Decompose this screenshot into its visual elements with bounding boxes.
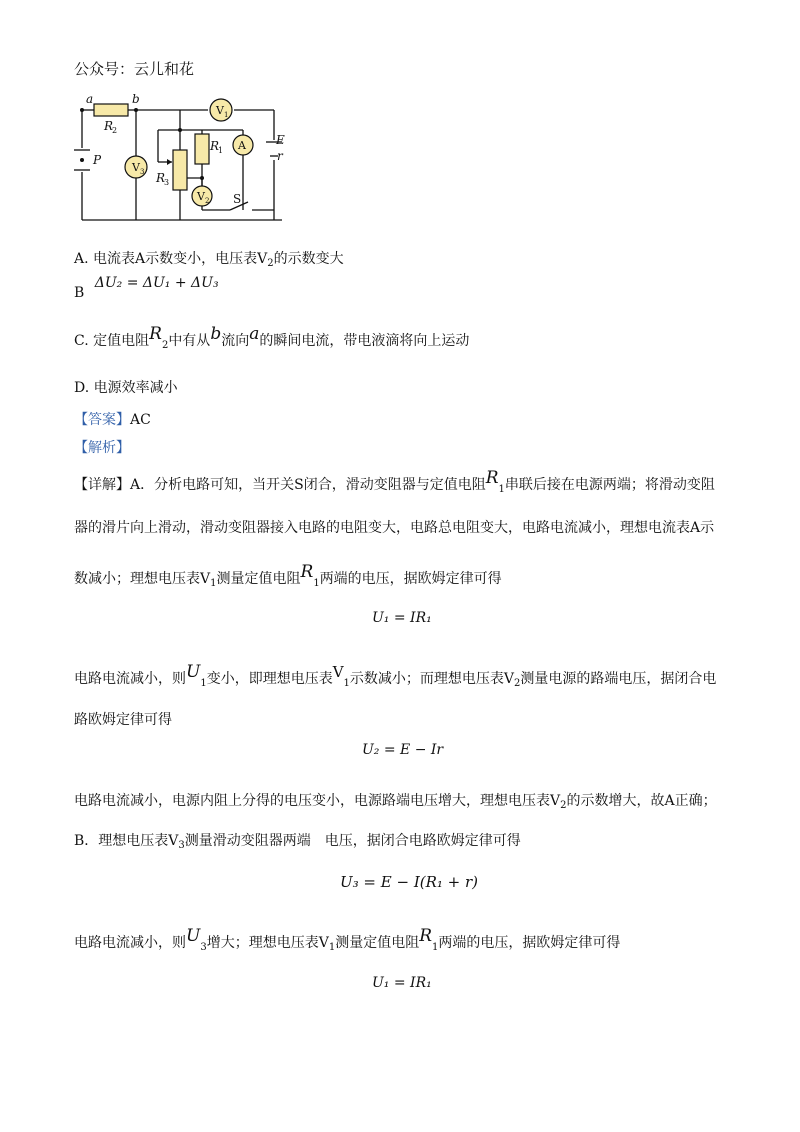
svg-text:V: V xyxy=(197,190,205,203)
svg-text:2: 2 xyxy=(112,126,118,135)
svg-text:R: R xyxy=(210,139,220,153)
svg-text:3: 3 xyxy=(140,168,145,176)
formula-3: U₃ = E − I(R₁ + r) xyxy=(340,873,479,891)
svg-text:r: r xyxy=(277,149,283,163)
detail-line-7: B．理想电压表$V_3$测量滑动变阻器两端 电压，据闭合电路欧姆定律可得 xyxy=(74,833,521,851)
svg-text:E: E xyxy=(276,133,285,147)
svg-text:P: P xyxy=(93,153,102,167)
svg-text:1: 1 xyxy=(224,111,229,119)
formula-2: U₂ = E − Ir xyxy=(362,742,444,758)
circuit-diagram xyxy=(68,92,288,224)
svg-text:S: S xyxy=(233,192,242,206)
svg-text:V: V xyxy=(216,104,224,117)
svg-text:V: V xyxy=(132,161,140,174)
detail-line-3: 数减小；理想电压表$V_1$测量定值电阻$R_1$两端的电压，据欧姆定律可得 xyxy=(74,562,502,589)
detail-line-4: 电路电流减小，则$U_1$变小，即理想电压表$V_1$示数减小；而理想电压表$V_2$测量电源的路端电压，据闭合电 xyxy=(74,662,717,689)
formula-4: U₁ = IR₁ xyxy=(372,975,432,991)
detail-line-8: 电路电流减小，则$U_3$增大；理想电压表$V_1$测量定值电阻$R_1$两端的电压，据欧姆定律可得 xyxy=(74,926,621,953)
answer-line: 【答案】AC xyxy=(74,412,151,428)
svg-text:3: 3 xyxy=(164,178,170,187)
analysis-label: 【解析】 xyxy=(74,440,130,456)
detail-line-5: 路欧姆定律可得 xyxy=(74,712,172,728)
detail-line-6: 电路电流减小，电源内阻上分得的电压变小，电源路端电压增大，理想电压表$V_2$的示数增大，故A正确； xyxy=(74,793,717,811)
option-c: C. 定值电阻$R_2$中有从b流向a的瞬间电流，带电液滴将向上运动 xyxy=(74,324,470,351)
svg-text:R: R xyxy=(156,171,166,185)
option-d: D. 电源效率减小 xyxy=(74,380,178,396)
svg-text:R: R xyxy=(104,119,114,133)
detail-line-2: 器的滑片向上滑动，滑动变阻器接入电路的电阻变大，电路总电阻变大，电路电流减小，理想电流表A示 xyxy=(74,520,715,536)
svg-text:2: 2 xyxy=(205,197,210,205)
svg-text:a: a xyxy=(86,92,94,106)
option-b: B ΔU₂ = ΔU₁ + ΔU₃ xyxy=(74,275,219,301)
svg-text:1: 1 xyxy=(218,146,224,155)
detail-line-1: 【详解】A．分析电路可知，当开关S闭合，滑动变阻器与定值电阻$R_1$串联后接在电源两端；将滑动变阻 xyxy=(74,468,715,495)
page-header: 公众号：云儿和花 xyxy=(74,60,195,78)
formula-1: U₁ = IR₁ xyxy=(372,610,432,626)
svg-text:b: b xyxy=(132,92,140,106)
option-a: A. 电流表A示数变小，电压表$V_2$的示数变大 xyxy=(74,251,344,269)
svg-text:A: A xyxy=(238,139,246,152)
